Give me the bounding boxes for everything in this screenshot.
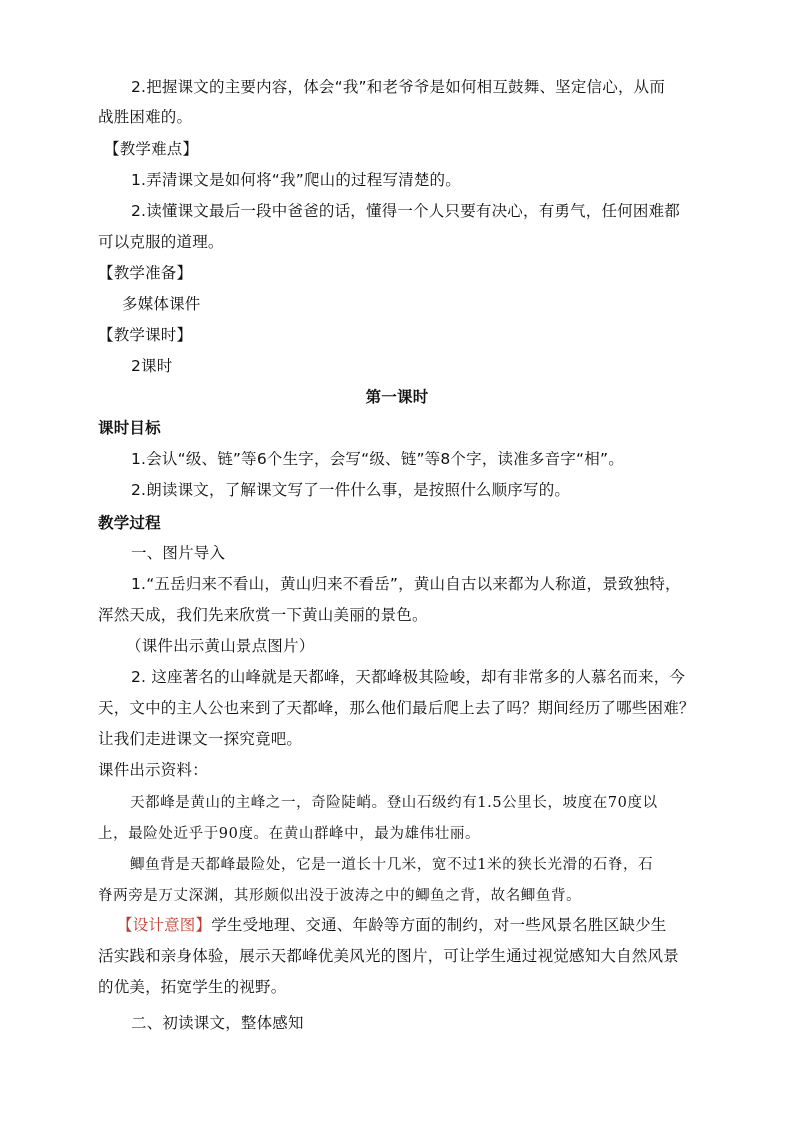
step-1-para-2-line-1: 2. 这座著名的山峰就是天都峰，天都峰极其险峻，却有非常多的人慕名而来，今 [131,668,686,686]
step-1-para-2-line-3: 让我们走进课文一探究竟吧。 [98,730,303,748]
resource-1-line-2: 上，最险处近乎于90度。在黄山群峰中，最为雄伟壮丽。 [98,826,481,842]
objective-2-line-2: 战胜困难的。 [98,108,193,126]
heading-teaching-preparation: 【教学准备】 [98,264,193,282]
hours-text: 2课时 [131,357,173,375]
preparation-text: 多媒体课件 [122,295,201,313]
heading-teaching-difficulty: 【教学难点】 [104,140,199,158]
design-intent-line-1 [117,914,667,936]
step-1-para-1-line-2: 浑然天成，我们先来欣赏一下黄山美丽的景色。 [98,606,428,624]
step-1-para-1-line-1: 1.“五岳归来不看山，黄山归来不看岳”，黄山自古以来都为人称道，景致独特， [131,575,681,593]
difficulty-2-line-1: 2.读懂课文最后一段中爸爸的话，懂得一个人只要有决心，有勇气，任何困难都 [131,202,680,220]
step-1-heading: 一、图片导入 [131,544,226,562]
resource-title: 课件出示资料： [98,761,208,779]
design-intent-line-3: 的优美，拓宽学生的视野。 [98,978,287,996]
goal-1: 1.会认“级、链”等6个生字，会写“级、链”等8个字，读准多音字“相”。 [131,450,624,468]
resource-2-line-1: 鲫鱼背是天都峰最险处，它是一道长十几米，宽不过1米的狭长光滑的石脊，石 [130,857,654,873]
teaching-process-title: 教学过程 [98,514,161,532]
resource-1-line-1: 天都峰是黄山的主峰之一，奇险陡峭。登山石级约有1.5公里长，坡度在70度以 [130,795,658,811]
step-1-para-2-line-2: 天，文中的主人公也来到了天都峰，那么他们最后爬上去了吗？期间经历了哪些困难？ [98,699,695,717]
design-intent-label: 【设计意图】 [117,916,212,934]
step-1-note: （课件出示黄山景点图片） [126,637,315,655]
goal-2: 2.朗读课文，了解课文写了一件什么事，是按照什么顺序写的。 [131,481,571,499]
objective-2-line-1: 2.把握课文的主要内容，体会“我”和老爷爷是如何相互鼓舞、坚定信心，从而 [131,78,666,96]
design-intent-text-1: 学生受地理、交通、年龄等方面的制约，对一些风景名胜区缺少生 [211,916,667,934]
difficulty-1: 1.弄清课文是如何将“我”爬山的过程写清楚的。 [131,171,461,189]
section-title: 第一课时 [365,388,429,406]
difficulty-2-line-2: 可以克服的道理。 [98,233,224,251]
step-2-heading: 二、初读课文，整体感知 [131,1014,304,1032]
resource-2-line-2: 脊两旁是万丈深渊，其形颇似出没于波涛之中的鲫鱼之背，故名鲫鱼背。 [98,888,582,904]
lesson-goals-title: 课时目标 [98,419,161,437]
heading-teaching-hours: 【教学课时】 [98,326,193,344]
design-intent-line-2: 活实践和亲身体验，展示天都峰优美风光的图片，可让学生通过视觉感知大自然风景 [98,947,679,965]
